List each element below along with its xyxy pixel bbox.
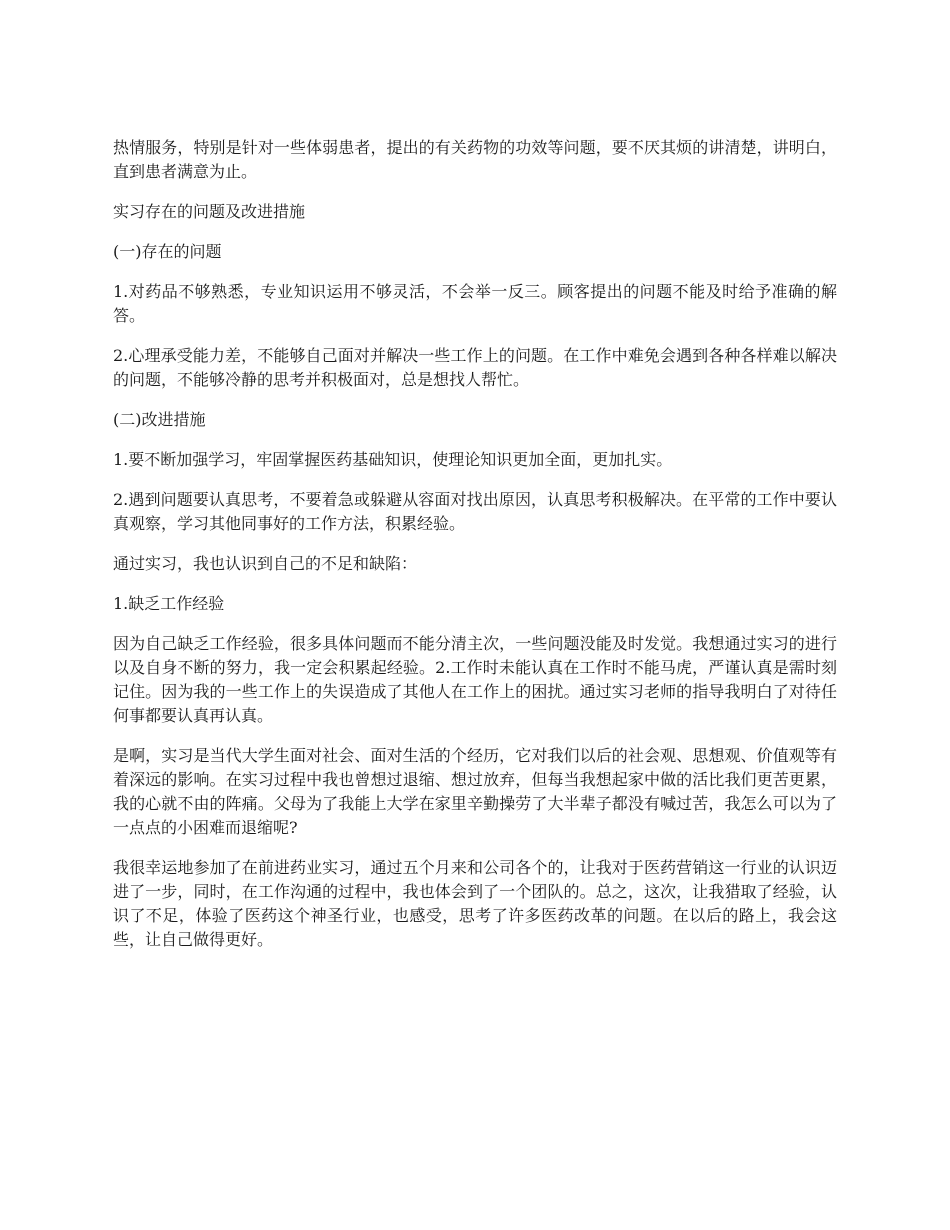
subheading-improvement-measures: (二)改进措施 xyxy=(113,410,206,429)
list-item-problem-1: 1.对药品不够熟悉，专业知识运用不够灵活，不会举一反三。顾客提出的问题不能及时给予准确的解答。 xyxy=(113,282,837,325)
paragraph-shortcomings-intro: 通过实习，我也认识到自己的不足和缺陷： xyxy=(113,554,418,573)
subheading-existing-problems: (一)存在的问题 xyxy=(113,242,222,261)
heading-problems-and-measures: 实习存在的问题及改进措施 xyxy=(113,202,306,221)
paragraph-reflection: 是啊，实习是当代大学生面对社会、面对生活的个经历，它对我们以后的社会观、思想观、价值观等有着深远的影响。在实习过程中我也曾想过退缩、想过放弃，但每当我想起家中做的活比我们更苦更累，我的心就不由的阵痛。父母为了我能上大学在家里辛勤操劳了大半辈子都没有喊过苦，我怎么可以为了一点点的小困难而退缩呢? xyxy=(113,746,837,837)
list-item-measure-2: 2.遇到问题要认真思考，不要着急或躲避从容面对找出原因，认真思考积极解决。在平常的工作中要认真观察，学习其他同事好的工作方法，积累经验。 xyxy=(113,490,837,533)
document-body xyxy=(113,136,837,968)
paragraph-service: 热情服务，特别是针对一些体弱患者，提出的有关药物的功效等问题，要不厌其烦的讲清楚，讲明白，直到患者满意为止。 xyxy=(113,138,837,181)
paragraph-experience-detail: 因为自己缺乏工作经验，很多具体问题而不能分清主次，一些问题没能及时发觉。我想通过实习的进行以及自身不断的努力，我一定会积累起经验。2.工作时未能认真在工作时不能马虎，严谨认真是需时刻记住。因为我的一些工作上的失误造成了其他人在工作上的困扰。通过实习老师的指导我明白了对待任何事都要认真再认真。 xyxy=(113,634,837,725)
list-item-measure-1: 1.要不断加强学习，牢固掌握医药基础知识，使理论知识更加全面，更加扎实。 xyxy=(113,450,673,469)
list-item-lack-experience: 1.缺乏工作经验 xyxy=(113,594,225,613)
list-item-problem-2: 2.心理承受能力差，不能够自己面对并解决一些工作上的问题。在工作中难免会遇到各种各样难以解决的问题，不能够冷静的思考并积极面对，总是想找人帮忙。 xyxy=(113,346,837,389)
paragraph-conclusion: 我很幸运地参加了在前进药业实习，通过五个月来和公司各个的，让我对于医药营销这一行业的认识迈进了一步，同时，在工作沟通的过程中，我也体会到了一个团队的。总之，这次，让我猎取了经验，认识了不足，体验了医药这个神圣行业，也感受，思考了许多医药改革的问题。在以后的路上，我会这些，让自己做得更好。 xyxy=(113,858,837,949)
